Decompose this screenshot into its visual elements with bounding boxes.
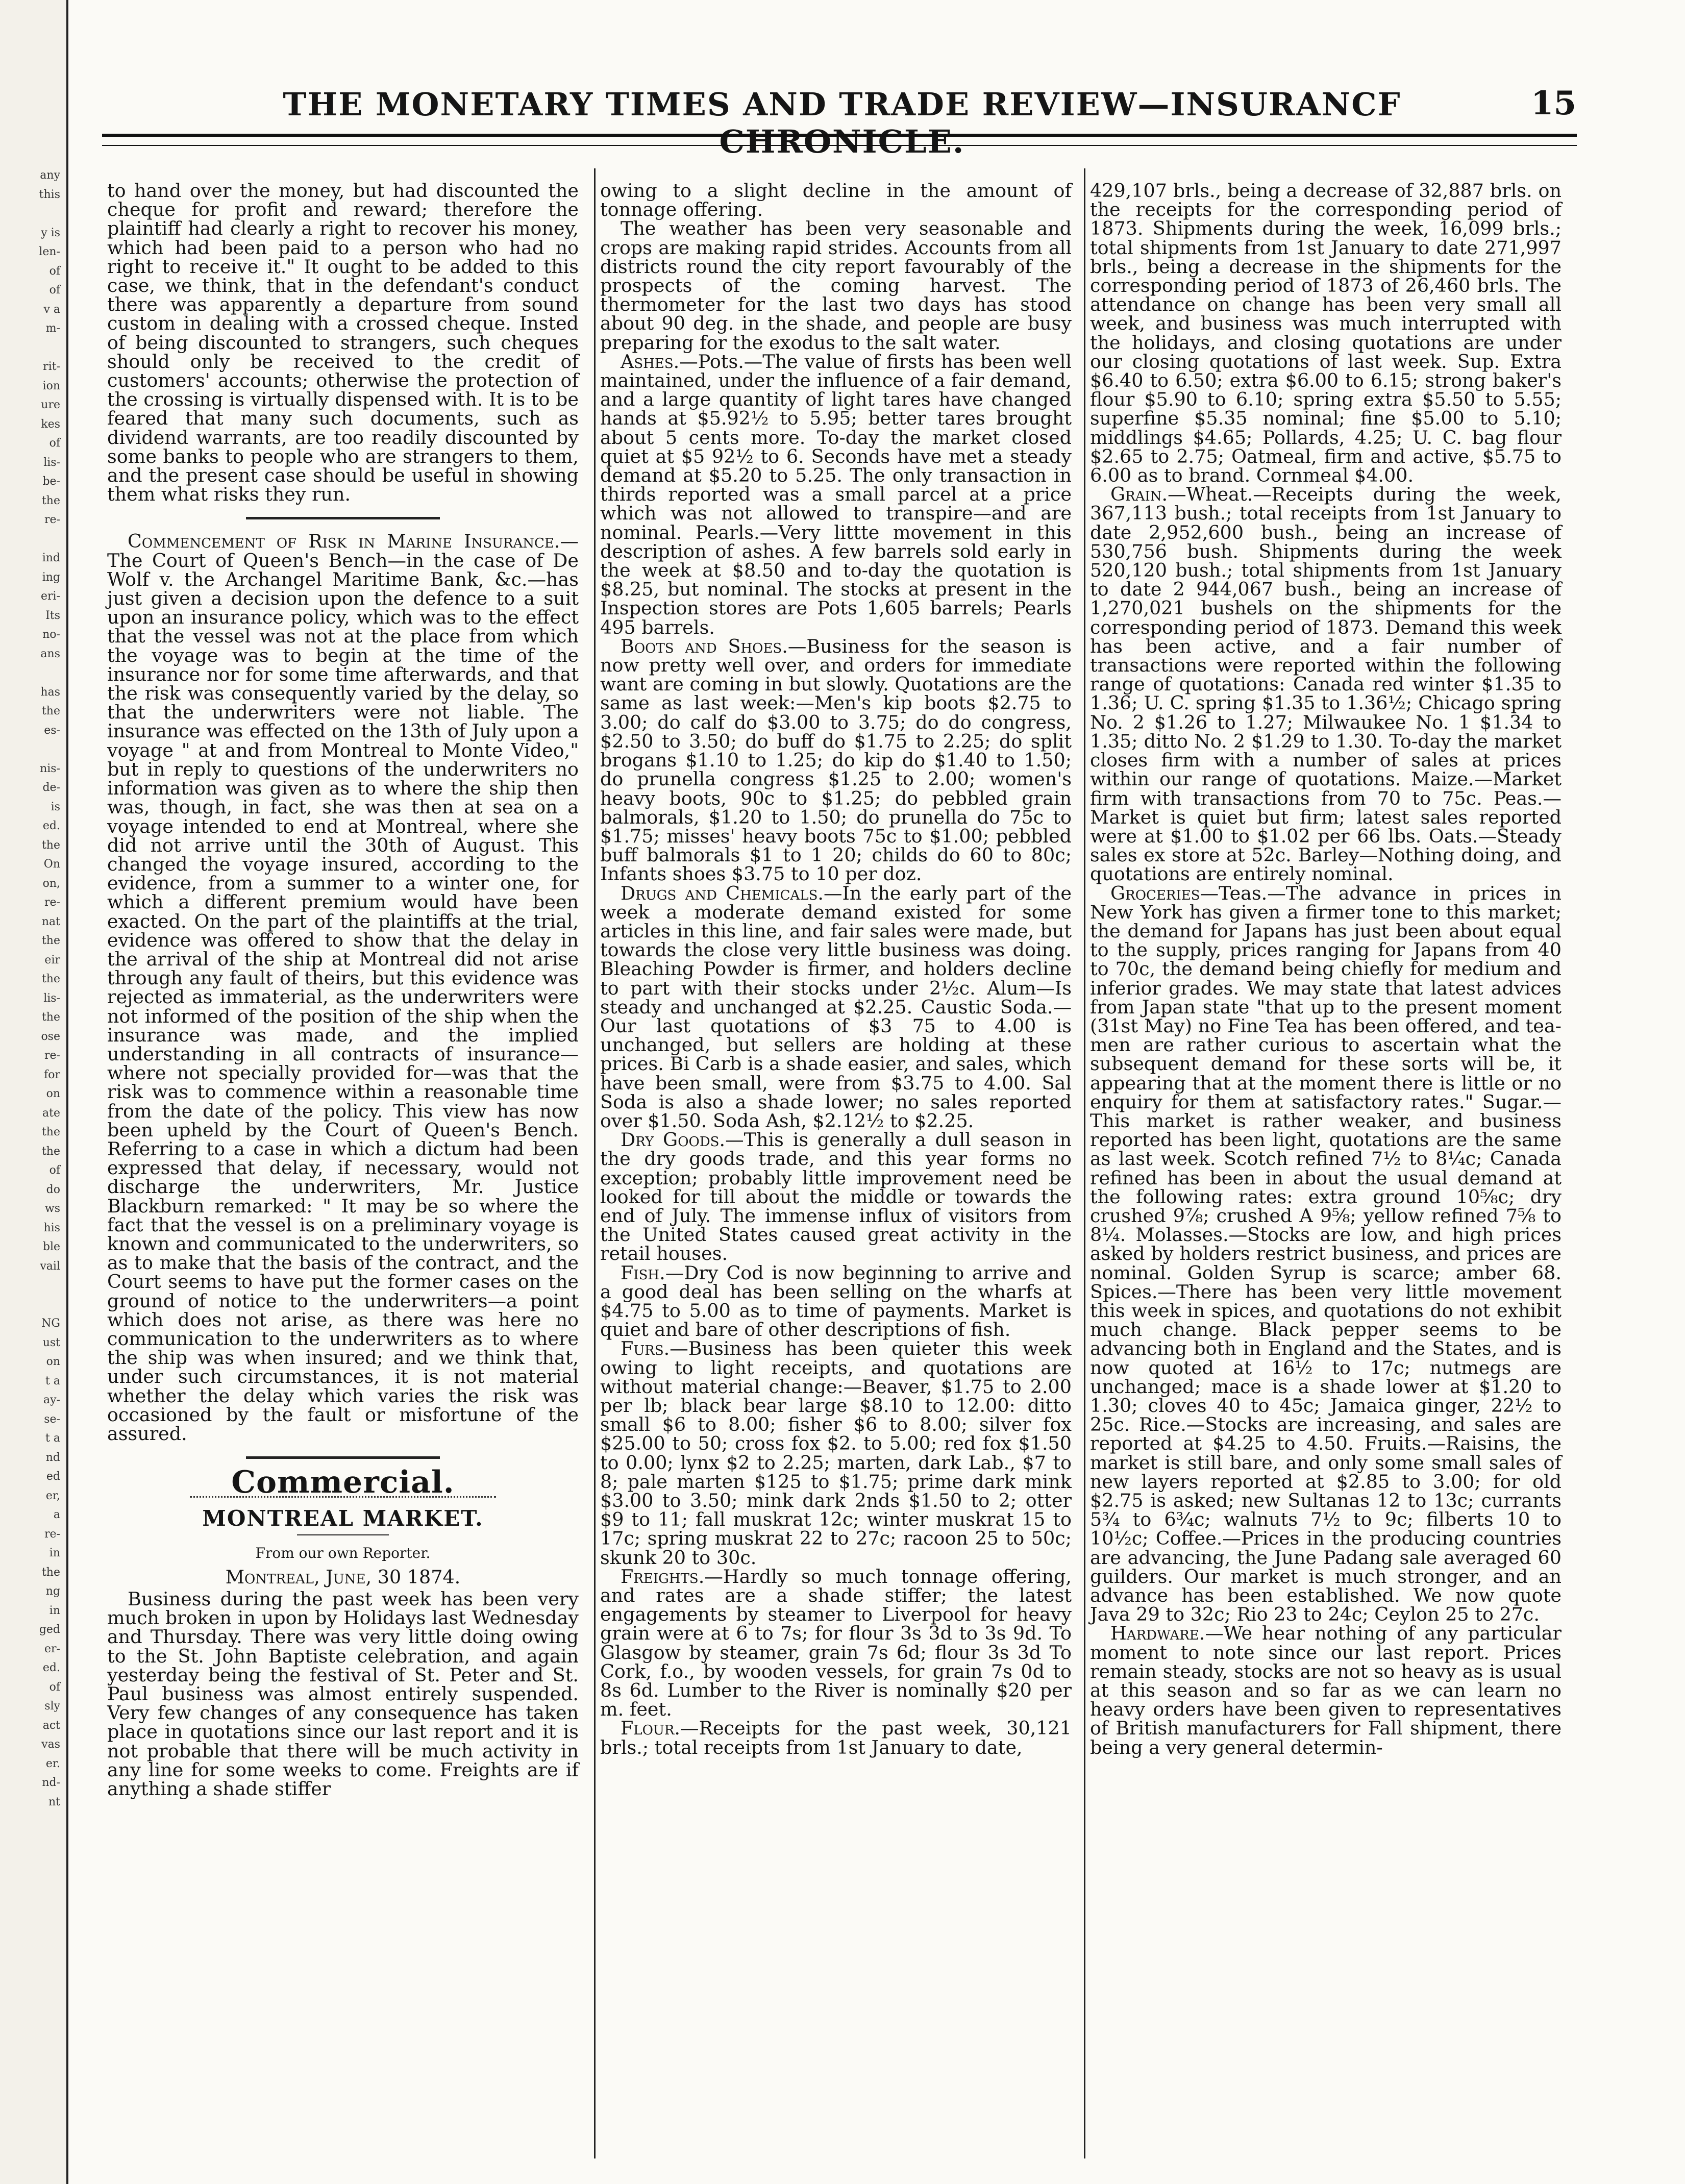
margin-fragment: Its: [45, 609, 60, 622]
margin-fragment: NG: [41, 1317, 60, 1330]
margin-fragment: of: [49, 1680, 60, 1694]
margin-fragment: v a: [43, 303, 60, 316]
margin-fragment: es-: [44, 724, 60, 737]
margin-fragment: of: [49, 264, 60, 278]
margin-fragment: ose: [41, 1030, 60, 1043]
margin-fragment: nt: [48, 1795, 60, 1808]
header-rule-thick: [102, 134, 1577, 137]
margin-fragment: ged: [39, 1623, 60, 1636]
margin-fragment: no-: [42, 628, 60, 641]
margin-fragment: lis-: [43, 456, 60, 469]
margin-fragment: ure: [41, 399, 60, 411]
margin-fragment: on: [46, 1087, 60, 1100]
reporter-credit: From our own Reporter.: [255, 1544, 431, 1561]
article-paragraph: Grain.—Wheat.—Receipts during the week, 367,113 bush.; total receipts from 1st January to date 2,952,600 bush., being an increase of 530,756 bush. Shipments during the week 520,120 bush.; total shipments from 1st January to date 2 944,067 bush., being an increase of 1,270,021 bushels on the shipments for the corresponding period of 1873. Demand this week has been active, and a fair number of transactions were reported within the following range of quotations: Canada red winter $1.35 to 1.36; U. C. spring $1.35 to 1.36½; Chicago spring No. 2 $1.26 to 1.27; Milwaukee No. 1 $1.34 to 1.35; ditto No. 2 $1.29 to 1.30. To-day the market closes firm with a number of sales at prices within our range of quotations. Maize.—Market firm with transactions from 70 to 75c. Peas.—Market is quiet but firm; latest sales reported were at $1.00 to $1.02 per 66 lbs. Oats.—Steady sales ex store at 52c. Barley—Nothing doing, and quotations are entirely nominal.: [1090, 483, 1562, 885]
margin-fragment: ed: [46, 1470, 60, 1483]
page-number: 15: [1531, 84, 1577, 122]
article-paragraph: Business during the past week has been very much broken in upon by Holidays last Wednesday and Thursday. There was very little doing owing to the St. John Baptiste celebration, and again yesterday being the festival of St. Peter and St. Paul business was almost entirely suspended. Very few changes of any consequence has taken place in quotations since our last report and it is not probable that there will be much activity in any line for some weeks to come. Freights are if anything a shade stiffer: [107, 1588, 579, 1800]
article-paragraph: to hand over the money, but had discounted the cheque for profit and reward; therefore the plaintiff had clearly a right to recover his money, which had been paid to a person who had no right to receive it." It ought to be added to this case, we think, that in the defendant's conduct there was apparently a departure from sound custom in dealing with a crossed cheque. Insted of being discounted to strangers, such cheques should only be received to the credit of customers' accounts; otherwise the protection of the crossing is virtually dispensed with. It is to be feared that many such documents, such as dividend warrants, are too readily discounted by some banks to people who are strangers to them, and the present case should be useful in showing them what risks they run.: [107, 180, 579, 506]
margin-fragment: of: [49, 1164, 60, 1177]
margin-fragment: lis-: [43, 991, 60, 1005]
article-heading: Boots and Shoes.: [621, 635, 788, 657]
minor-rule: [297, 1534, 389, 1535]
margin-fragment: eri-: [40, 590, 60, 603]
column-2: [600, 181, 1072, 1757]
section-separator: [246, 517, 440, 519]
margin-fragment: ion: [42, 379, 60, 392]
margin-fragment: On: [43, 858, 60, 871]
column-divider: [594, 168, 596, 2158]
margin-fragment: nat: [41, 915, 60, 928]
article-paragraph: Commencement of Risk in Marine Insurance.—The Court of Queen's Bench—in the case of De Wolf v. the Archangel Maritime Bank, &c.—has just given a decision upon the defence to a suit upon an insurance policy, which was to the effect that the vessel was not at the place from which the voyage was to begin at the time of the insurance nor for some time afterwards, and that the risk was consequently varied by the delay, so that the underwriters were not liable. The insurance was effected on the 13th of July upon a voyage " at and from Montreal to Monte Video," but in reply to questions of the underwriters no information was given as to where the ship then was, though, in fact, she was then at sea on a voyage intended to end at Montreal, where she did not arrive until the 30th of August. This changed the voyage insured, according to the evidence, from a summer to a winter one, for which a different premium would have been exacted. On the part of the plaintiffs at the trial, evidence was offered to show that the delay in the arrival of the ship at Montreal did not arise through any fault of theirs, but this evidence was rejected as immaterial, as the underwriters were not informed of the position of the ship when the insurance was made, and the implied understanding in all contracts of insurance—where not specially provided for—was that the risk was to commence within a reasonable time from the date of the policy. This view has now been upheld by the Court of Queen's Bench. Referring to a case in which a dictum had been expressed that delay, if necessary, would not discharge the underwriters, Mr. Justice Blackburn remarked: " It may be so where the fact that the vessel is on a preliminary voyage is known and communicated to the underwriters, so as to make that the basis of the contract, and the Court seems to have put the former cases on the ground of notice to the underwriters—a point which does not arise, as there was here no communication to the underwriters as to where the ship was when insured; and we think that, under such circumstances, it is not material whether the delay which varies the risk was occasioned by the fault or misfortune of the assured.: [107, 530, 579, 1445]
left-margin-strip: [0, 0, 68, 2184]
margin-fragment: ws: [44, 1202, 60, 1215]
article-paragraph: owing to a slight decline in the amount of tonnage offering.: [600, 180, 1072, 221]
column-3: [1090, 181, 1562, 1757]
margin-fragment: ed.: [42, 1661, 60, 1674]
article-heading: Dry Goods.: [621, 1129, 726, 1151]
margin-fragment: of: [49, 284, 60, 296]
margin-fragment: in: [49, 1547, 60, 1559]
margin-fragment: re-: [44, 896, 60, 909]
column-1: [107, 181, 579, 1798]
article-heading: Commencement of Risk in Marine Insurance.: [128, 530, 560, 553]
article-paragraph: Flour.—Receipts for the past week, 30,121 brls.; total receipts from 1st January to date,: [600, 1717, 1072, 1758]
article-paragraph: Drugs and Chemicals.—In the early part of the week a moderate demand existed for some articles in this line, and fair sales were made, but towards the close very little business was doing. Bleaching Powder is firmer, and holders decline to part with their stocks under 2½c. Alum—Is steady and unchanged at $2.25. Caustic Soda.—Our last quotations of $3 75 to 4.00 is unchanged, but sellers are holding at these prices. Bi Carb is a shade easier, and sales, which have been small, were from $3.75 to 4.00. Sal Soda is also a shade lower; no sales reported over $1.50. Soda Ash, $2.12½ to $2.25.: [600, 882, 1072, 1132]
margin-fragment: the: [41, 973, 60, 985]
article-paragraph: The weather has been very seasonable and crops are making rapid strides. Accounts from all districts round the city report favourably of the prospects of the coming harvest. The thermometer for the last two days has stood about 90 deg. in the shade, and people are busy preparing for the exodus to the salt water.: [600, 217, 1072, 354]
margin-fragment: kes: [41, 417, 60, 431]
header-rule-thin: [102, 145, 1577, 146]
margin-fragment: re-: [44, 1049, 60, 1062]
margin-fragment: on: [46, 1355, 60, 1368]
margin-fragment: vas: [41, 1738, 60, 1751]
article-paragraph: Hardware.—We hear nothing of any particular moment to note since our last report. Prices remain steady, stocks are not so heavy as is usual at this season and so far as we can learn no heavy orders have been given to representatives of British manufacturers for Fall shipment, there being a very general determin-: [1090, 1622, 1562, 1758]
article-paragraph: 429,107 brls., being a decrease of 32,887 brls. on the receipts for the corresponding period of 1873. Shipments during the week, 16,099 brls.; total shipments from 1st January to date 271,997 brls., being a decrease in the shipments for the corresponding period of 1873 of 26,460 brls. The attendance on change has been very small all week, and business was much interrupted with the holidays, and closing quotations are under our closing quotations of last week. Sup. Extra $6.40 to 6.50; extra $6.00 to 6.15; strong baker's flour $5.90 to 6.10; spring extra $5.50 to 5.55; superfine $5.35 nominal; fine $5.00 to 5.10; middlings $4.65; Pollards, 4.25; U. C. bag flour $2.65 to 2.75; Oatmeal, firm and active, $5.75 to 6.00 as to brand. Cornmeal $4.00.: [1090, 180, 1562, 487]
margin-fragment: eir: [44, 953, 60, 966]
margin-fragment: re-: [44, 1527, 60, 1541]
market-title: MONTREAL MARKET.: [202, 1506, 484, 1531]
article-heading: Groceries: [1110, 882, 1200, 904]
margin-fragment: for: [44, 1068, 60, 1081]
margin-fragment: has: [40, 685, 60, 699]
margin-fragment: the: [41, 934, 60, 947]
margin-fragment: er.: [45, 1757, 60, 1770]
article-paragraph: Furs.—Business has been quieter this week owing to light receipts, and quotations are without material change:—Beaver, $1.75 to 2.00 per lb; black bear large $8.10 to 12.00: ditto small $6 to 8.00; fisher $6 to 8.00; silver fox $25.00 to 50; cross fox $2. to 5.00; red fox $1.50 to 0.00; lynx $2 to 2.25; marten, dark Lab., $7 to 8; pale marten $125 to $1.75; prime dark mink $3.00 to 3.50; mink dark 2nds $1.50 to 2; otter $9 to 11; fall muskrat 12c; winter muskrat 15 to 17c; spring muskrat 22 to 27c; racoon 25 to 50c; skunk 20 to 30c.: [600, 1337, 1072, 1569]
article-heading: Hardware.: [1110, 1622, 1205, 1645]
margin-fragment: er-: [44, 1642, 60, 1655]
margin-fragment: ed.: [42, 820, 60, 832]
column-divider: [1084, 168, 1085, 2158]
margin-fragment: ble: [42, 1240, 60, 1253]
margin-fragment: the: [41, 494, 60, 507]
dateline: Montreal, June, 30 1874.: [225, 1566, 461, 1588]
margin-fragment: nd-: [42, 1776, 60, 1789]
margin-fragment: the: [41, 1011, 60, 1024]
margin-fragment: ing: [42, 570, 60, 584]
article-paragraph: Ashes.—Pots.—The value of firsts has been well maintained, under the influence of a fair demand, and a large quantity of light tares have changed hands at $5.92½ to 5.95; better tares brought about 5 cents more. To-day the market closed quiet at $5 92½ to 6. Seconds have met a steady demand at $5.20 to 5.25. The only transaction in thirds reported was a small parcel at a price which was not allowed to transpire—and are nominal. Pearls.—Very littte movement in this description of ashes. A few barrels sold early in the week at $8.50 and to-day the quotation is $8.25, but nominal. The stocks at present in the Inspection stores are Pots 1,605 barrels; Pearls 495 barrels.: [600, 350, 1072, 638]
article-heading: Freights.: [621, 1565, 705, 1587]
margin-fragment: the: [41, 838, 60, 852]
margin-fragment: on,: [42, 877, 60, 890]
margin-fragment: re-: [44, 513, 60, 526]
page-header-title: THE MONETARY TIMES AND TRADE REVIEW—INSURANCF CHRONICLE.: [283, 86, 1401, 160]
margin-fragment: ind: [42, 552, 60, 564]
margin-fragment: rit-: [43, 360, 60, 373]
margin-fragment: m-: [45, 322, 60, 335]
margin-fragment: do: [46, 1183, 60, 1196]
margin-fragment: ng: [45, 1585, 60, 1598]
margin-fragment: the: [41, 1145, 60, 1158]
section-title-commercial: Commercial.: [231, 1465, 455, 1501]
article-paragraph: Freights.—Hardly so much tonnage offering, and rates are a shade stiffer; the latest engagements by steamer to Liverpool for heavy grain were at 6 to 7s; for flour 3s 3d to 3s 9d. To Glasgow by steamer, grain 7s 6d; flour 3s 3d To Cork, f.o., by wooden vessels, for grain 7s 0d to 8s 6d. Lumber to the River is nominally $20 per m. feet.: [600, 1565, 1072, 1721]
article-heading: Drugs and Chemicals.: [621, 882, 824, 904]
margin-fragment: t a: [45, 1432, 60, 1445]
article-paragraph: Dry Goods.—This is generally a dull season in the dry goods trade, and this year forms no exception; probably little improvement need be looked for till about the middle or towards the end of July. The immense influx of visitors from the United States caused great activity in the retail houses.: [600, 1129, 1072, 1265]
margin-fragment: ust: [42, 1336, 60, 1349]
margin-fragment: be-: [42, 475, 60, 488]
margin-fragment: a: [53, 1508, 60, 1521]
margin-fragment: any: [40, 169, 60, 182]
margin-fragment: the: [41, 705, 60, 717]
margin-fragment: er,: [45, 1489, 60, 1502]
section-separator: [246, 1456, 440, 1459]
margin-fragment: se-: [44, 1412, 60, 1426]
margin-fragment: sly: [44, 1700, 60, 1713]
margin-fragment: is: [51, 800, 60, 813]
article-heading: Fish.: [621, 1261, 665, 1284]
article-heading: Ashes.: [621, 350, 680, 373]
margin-fragment: nd: [45, 1451, 60, 1464]
margin-fragment: this: [39, 188, 60, 201]
margin-fragment: len-: [39, 245, 60, 258]
article-paragraph: Groceries—Teas.—The advance in prices in New York has given a firmer tone to this market; the demand for Japans has just been about equal to the supply, prices ranging for Japans from 40 to 70c, the demand being chiefly for medium and inferior grades. We may state that latest advices from Japan state "that up to the present moment (31st May) no Fine Tea has been offered, and tea-men are rather curious to ascertain what the subsequent demand for these sorts will be, it appearing that at the moment there is little or no enquiry for them at satisfactory rates." Sugar.—This market is rather weaker, and business reported has been light, quotations are the same as last week. Scotch refined 7½ to 8¼c; Canada refined has been in about the usual demand at the following rates: extra ground 10⅝c; dry crushed 9⅞; crushed A 9⅝; yellow refined 7⅝ to 8¼. Molasses.—Stocks are low, and high prices asked by holders restrict business, and prices are nominal. Golden Syrup is scarce; amber 68. Spices.—There has been very little movement this week in spices, and quotations do not exhibit much change. Black pepper seems to be advancing both in England and the States, and is now quoted at 16½ to 17c; nutmegs are unchanged; mace is a shade lower at $1.20 to 1.30; cloves 40 to 45c; Jamaica ginger, 22½ to 25c. Rice.—Stocks are increasing, and sales are reported at $4.25 to 4.50. Fruits.—Raisins, the market is still bare, and only some small sales of new layers reported at $2.85 to 3.00; for old $2.75 is asked; new Sultanas 12 to 13c; currants 5¾ to 6¾c; walnuts 7½ to 9c; filberts 10 to 10½c; Coffee.—Prices in the producing countries are advancing, the June Padang sale averaged 60 guilders. Our market is much stronger, and an advance has been established. We now quote Java 29 to 32c; Rio 23 to 24c; Ceylon 25 to 27c.: [1090, 882, 1562, 1626]
margin-fragment: in: [49, 1604, 60, 1617]
margin-fragment: nis-: [40, 762, 60, 775]
article-paragraph: Fish.—Dry Cod is now beginning to arrive and a good deal has been selling on the wharfs at $4.75 to 5.00 as to time of payments. Market is quiet and bare of other descriptions of fish.: [600, 1261, 1072, 1341]
margin-fragment: ans: [40, 647, 60, 660]
margin-fragment: act: [42, 1719, 60, 1732]
margin-fragment: vail: [40, 1259, 60, 1273]
margin-fragment: of: [49, 437, 60, 450]
margin-fragment: y is: [41, 226, 60, 239]
article-heading: Furs.: [621, 1337, 670, 1360]
article-heading: Flour.: [621, 1717, 680, 1740]
margin-fragment: de-: [42, 781, 60, 794]
margin-fragment: ate: [42, 1106, 60, 1120]
article-paragraph: Boots and Shoes.—Business for the season is now pretty well over, and orders for immediate want are coming in but slowly. Quotations are the same as last week:—Men's kip boots $2.75 to 3.00; do calf do $3.00 to 3.75; do do congress, $2.50 to 3.50; do buff do $1.75 to 2.25; do split brogans $1.10 to 1.25; do kip do $1.40 to 1.50; do prunella congress $1.25 to 2.00; women's heavy boots, 90c to $1.25; do pebbled grain balmorals, $1.20 to 1.50; do prunella do 75c to $1.75; misses' heavy boots 75c to $1.00; pebbled buff balmorals $1 to 1 20; childs do 60 to 80c; Infants shoes $3.75 to 10 per doz.: [600, 635, 1072, 885]
margin-fragment: ay-: [43, 1394, 60, 1406]
margin-fragment: t a: [45, 1374, 60, 1387]
margin-fragment: the: [41, 1126, 60, 1138]
margin-fragment: the: [41, 1566, 60, 1579]
article-heading: Grain.: [1110, 483, 1168, 506]
margin-fragment: his: [43, 1221, 60, 1234]
